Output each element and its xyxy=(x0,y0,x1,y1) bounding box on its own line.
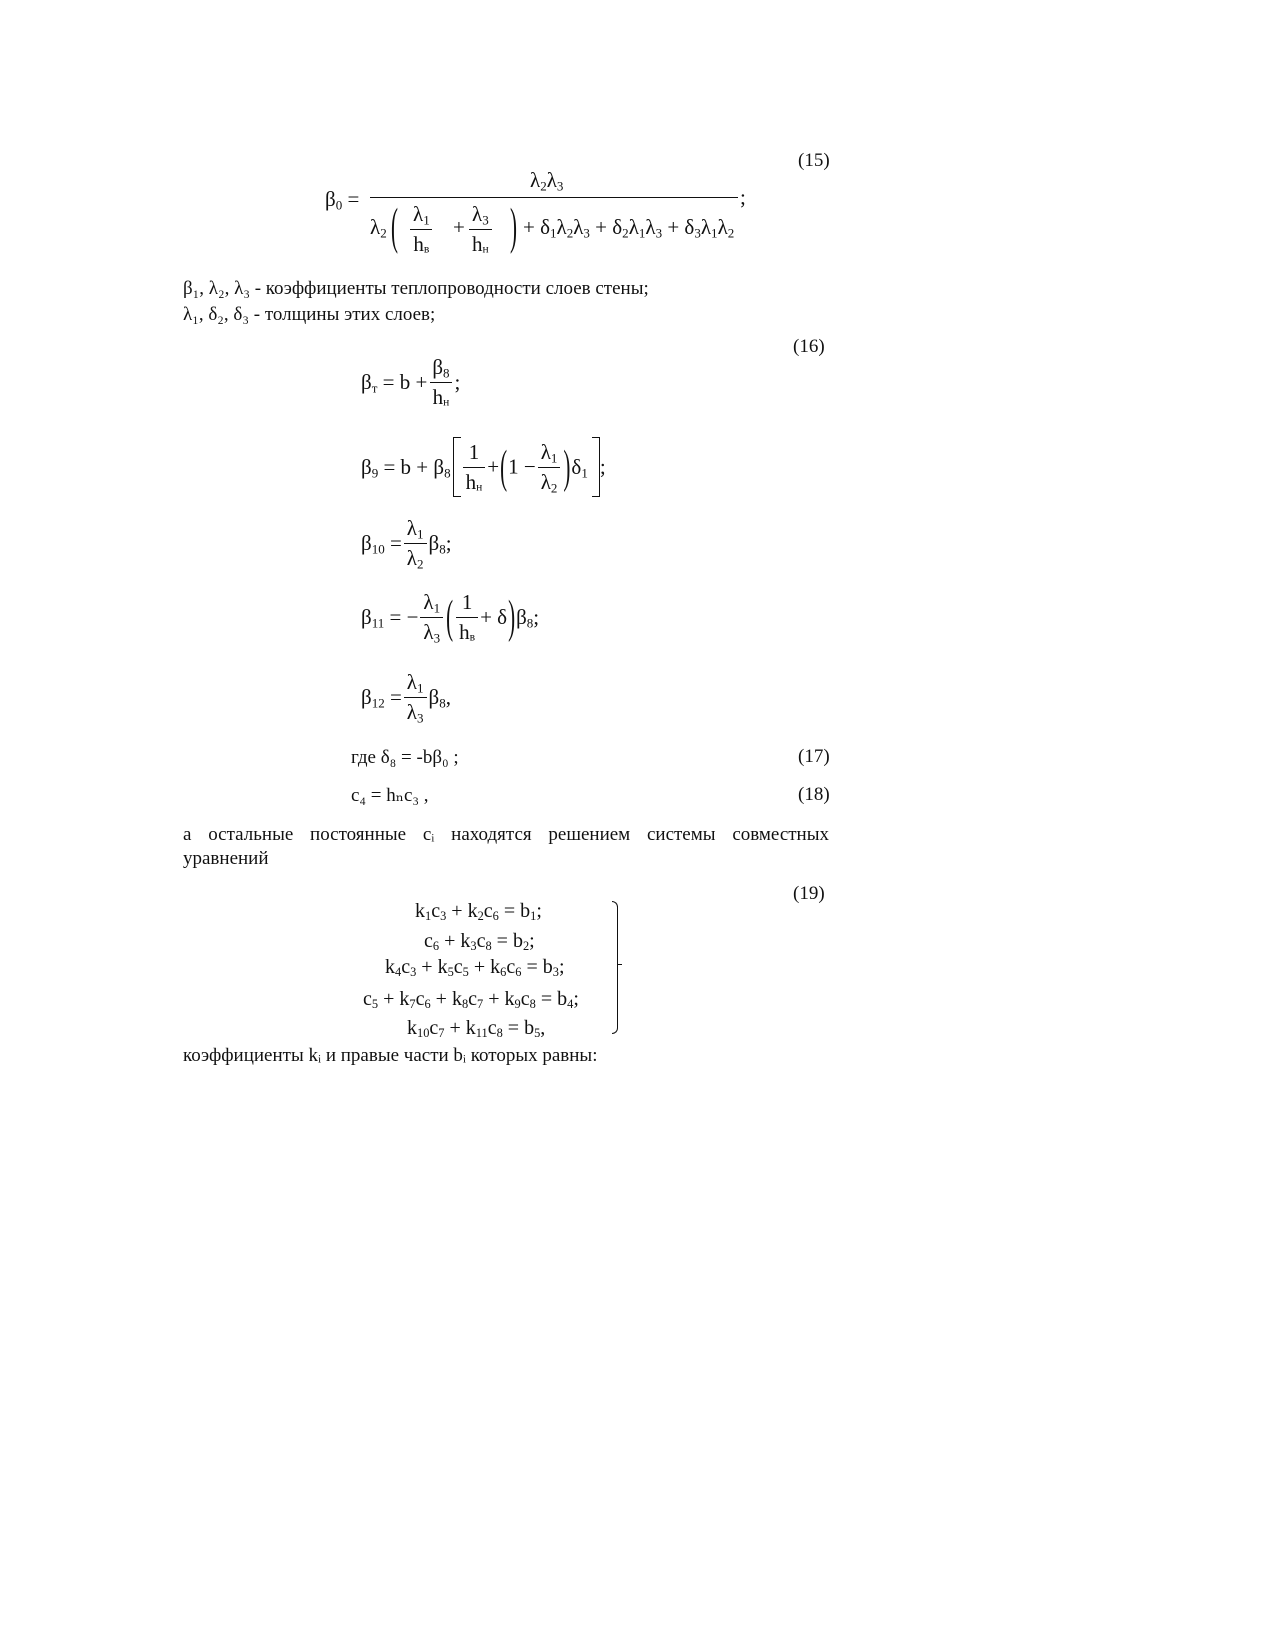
equation-15: $\beta_0$ = $\lambda_2\lambda_3$ ; $\lambda_2$ ( $\frac{\lambda_1}{h_в}$ + $\frac{\lambda_3}{h_н}$ ) + $\delta_1\lambda_2\lambda_3 + \delta_2\lambda_1\lambda_3 + \delta_3\lambda_1\lambda_2$ xyxy=(325,168,746,256)
equation-number-16: (16) xyxy=(793,336,825,357)
coefficients-intro: коэффициенты kᵢ и правые части bᵢ которых равны: xyxy=(183,1045,598,1066)
equation-number-18: (18) xyxy=(798,784,830,805)
equation-16-beta-11: $\beta_{11}$ = − $\frac{\lambda_1}{\lambda_3}$ ( $\frac{1}{h_в}$ + $\delta)\beta_8$; xyxy=(361,590,540,646)
equation-number-19: (19) xyxy=(793,883,825,904)
equation-16-beta-10: $\beta_{10}$ = $\frac{\lambda_1}{\lambda_2}$ $\beta_8$; xyxy=(361,516,452,572)
equation-16-beta-t: $\beta_т = b$ + $\frac{\beta_8}{h_н}$ ; xyxy=(361,355,461,409)
equation-16-beta-12: $\beta_{12}$ = $\frac{\lambda_1}{\lambda_3}$ $\beta_8$, xyxy=(361,670,451,726)
system-brace-tip xyxy=(617,964,622,965)
equation-number-15: (15) xyxy=(798,150,830,171)
equation-16-beta-9: $\beta_9 = b + \beta_8$ $\frac{1}{h_н}$ +(1 − $\frac{\lambda_1}{\lambda_2}$ )$\delta_1$ ; xyxy=(361,437,606,497)
system-right-brace-lower xyxy=(612,967,618,1034)
coefficients-description: β₁, λ₂, λ₃ - коэффициенты теплопроводности слоев стены; xyxy=(183,278,649,299)
thickness-description: λ₁, δ₂, δ₃ - толщины этих слоев; xyxy=(183,304,436,325)
equation-number-17: (17) xyxy=(798,746,830,767)
system-right-brace xyxy=(612,901,618,968)
equation-18: c₄ = hₙc₃ , xyxy=(351,785,429,806)
equation-19-system: $k_1c_3 + k_2c_6 = b_1$; $c_6 + k_3c_8 = b_2$; $k_4c_3 + k_5c_5 + k_6c_6 = b_3$; $c_5 + k_7c_6 + k_8c_7 + k_9c_8 = b_4$; $k_{10}c_7 + k_{11}c_8 = b_5$, xyxy=(363,900,579,1041)
equation-17: где δ₈ = -bβ₀ ; xyxy=(351,747,459,768)
system-paragraph: а остальные постоянные cᵢ находятся решением системы совместных уравнений xyxy=(183,824,829,869)
